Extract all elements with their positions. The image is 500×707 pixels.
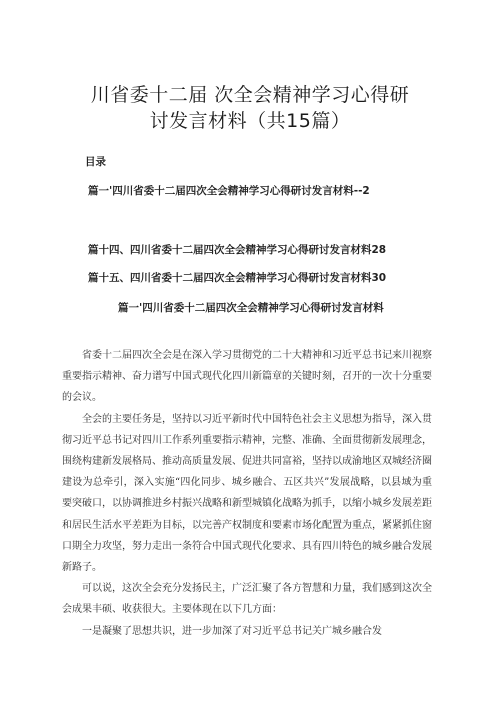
- toc-item-1[interactable]: 篇一'四川省委十二届四次全会精神学习心得研讨发言材料--2: [88, 185, 370, 197]
- document-title-line-1: 川省委十二届 次全会精神学习心得研: [90, 84, 410, 106]
- paragraph-3: 可以说，这次全会充分发扬民主，广泛汇聚了各方智慧和力量，我们感到这次全会成果丰硕、收获很大。主要体现在以下几方面：: [62, 583, 432, 616]
- paragraph-1: 省委十二届四次全会是在深入学习贯彻党的二十大精神和习近平总书记来川视察重要指示精神、奋力谱写中国式现代化四川新篇章的关键时刻，召开的一次十分重要的会议。: [62, 350, 432, 404]
- toc-heading: 目录: [85, 156, 106, 168]
- toc-item-2[interactable]: 篇十四、四川省委十二届四次全会精神学习心得研讨发言材料28: [88, 244, 387, 256]
- document-title-line-2: 讨发言材料（共15篇）: [149, 110, 351, 132]
- section-heading: 篇一'四川省委十二届四次全会精神学习心得研讨发言材料: [118, 302, 384, 314]
- toc-item-3[interactable]: 篇十五、四川省委十二届四次全会精神学习心得研讨发言材料30: [88, 272, 387, 284]
- body-text: [62, 345, 432, 642]
- paragraph-4: 一是凝聚了思想共识，进一步加深了对习近平总书记关广城乡融合发: [82, 625, 382, 637]
- paragraph-2: 全会的主要任务是，坚持以习近平新时代中国特色社会主义思想为指导，深入贯彻习近平总书记对四川工作系列重要指示精神，完整、准确、全面贯彻新发展理念，围绕构建新发展格局、推动高质量发展、促进共同富裕，坚持以成渝地区双城经济圈建设为总牵引，深入实施“四化同步、城乡融合、五区共兴”发展战略，以县域为重要突破口，以协调推进乡村振兴战略和新型城镇化战略为抓手，以缩小城乡发展差距和居民生活水平差距为目标，以完善产权制度和要素市场化配置为重点，紧紧抓住窗口期全力攻坚，努力走出一条符合中国式现代化要求、具有四川特色的城乡融合发展新路子。: [62, 413, 432, 574]
